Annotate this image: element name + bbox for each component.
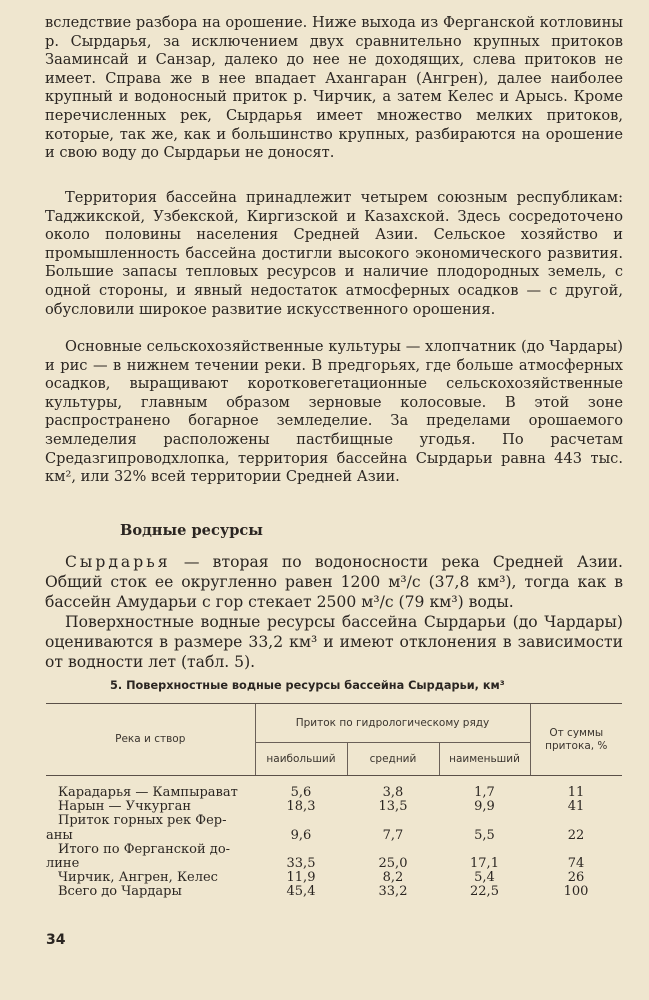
table-row: Чирчик, Ангрен, Келес 11,9 8,2 5,4 26	[58, 870, 585, 886]
header-mean: средний	[347, 743, 439, 776]
river-name-spaced: Сырдарья	[65, 553, 171, 571]
header-max: наибольший	[255, 743, 347, 776]
paragraph-syrdarya: Сырдарья — вторая по водоносности река Средней Азии. Общий сток ее округленно равен 1200 м³/с (37,8 км³), тогда как в бассейн Амударьи с гор стекает 2500 м³/с (79 км³) воды.	[45, 553, 623, 611]
paragraph-tributaries: вследствие разбора на орошение. Ниже выхода из Ферганской котловины р. Сырдарья, за исключением двух сравнительно крупных притоков Зааминсай и Санзар, далеко до нее не доходящих, слева притоков не имеет. Справа же в нее впадает Ахангаран (Ангрен), далее наиболее крупный и водоносный приток р. Чирчик, а затем Келес и Арысь. Кроме перечисленных рек, Сырдарья имеет множество мелких притоков, которые, так же, как и большинство крупных, разбираются на орошение и свою воду до Сырдарьи не доносят.	[45, 14, 623, 162]
water-resources-table	[46, 703, 622, 900]
table-row: Приток горных рек Фер-	[58, 813, 227, 829]
header-min: наименьший	[439, 743, 530, 776]
table-row: Всего до Чардары 45,4 33,2 22,5 100	[58, 884, 589, 900]
table-row: Карадарья — Кампырават 5,6 3,8 1,7 11	[58, 785, 585, 800]
paragraph-surface-resources: Поверхностные водные ресурсы бассейна Сырдарьи (до Чардары) оцениваются в размере 33,2 км³ и имеют отклонения в зависимости от водности лет (табл. 5).	[45, 613, 623, 671]
table-title: 5. Поверхностные водные ресурсы бассейна Сырдарьи, км³	[110, 679, 505, 692]
table-row: Итого по Ферганской до-	[58, 841, 231, 857]
header-share: От суммы притока, %	[530, 704, 622, 776]
page-number: 34	[46, 932, 66, 948]
section-title: Водные ресурсы	[120, 522, 263, 539]
paragraph-agriculture: Основные сельскохозяйственные культуры — хлопчатник (до Чардары) и рис — в нижнем течении реки. В предгорьях, где больше атмосферных осадков, выращивают коротковегетационные сельскохозяйственные культуры, главным образом зерновые колосовые. В этой зоне распространено богарное земледелие. За пределами орошаемого земледелия расположены пастбищные угодья. По расчетам Средазгипроводхлопка, территория бассейна Сырдарьи равна 443 тыс. км², или 32% всей территории Средней Азии.	[45, 338, 623, 486]
table-row: Нарын — Учкурган 18,3 13,5 9,9 41	[58, 799, 585, 815]
table-row: аны 9,6 7,7 5,5 22	[46, 827, 585, 843]
header-river: Река и створ	[46, 704, 255, 776]
table-row: лине 33,5 25,0 17,1 74	[46, 856, 585, 872]
header-inflow: Приток по гидрологическому ряду	[255, 704, 530, 743]
paragraph-territory: Территория бассейна принадлежит четырем союзным республикам: Таджикской, Узбекской, Киргизской и Казахской. Здесь сосредоточено около половины населения Средней Азии. Сельское хозяйство и промышленность бассейна достигли высокого экономического развития. Большие запасы тепловых ресурсов и наличие плодородных земель, с одной стороны, и явный недостаток атмосферных осадков — с другой, обусловили широкое развитие искусственного орошения.	[45, 189, 623, 318]
